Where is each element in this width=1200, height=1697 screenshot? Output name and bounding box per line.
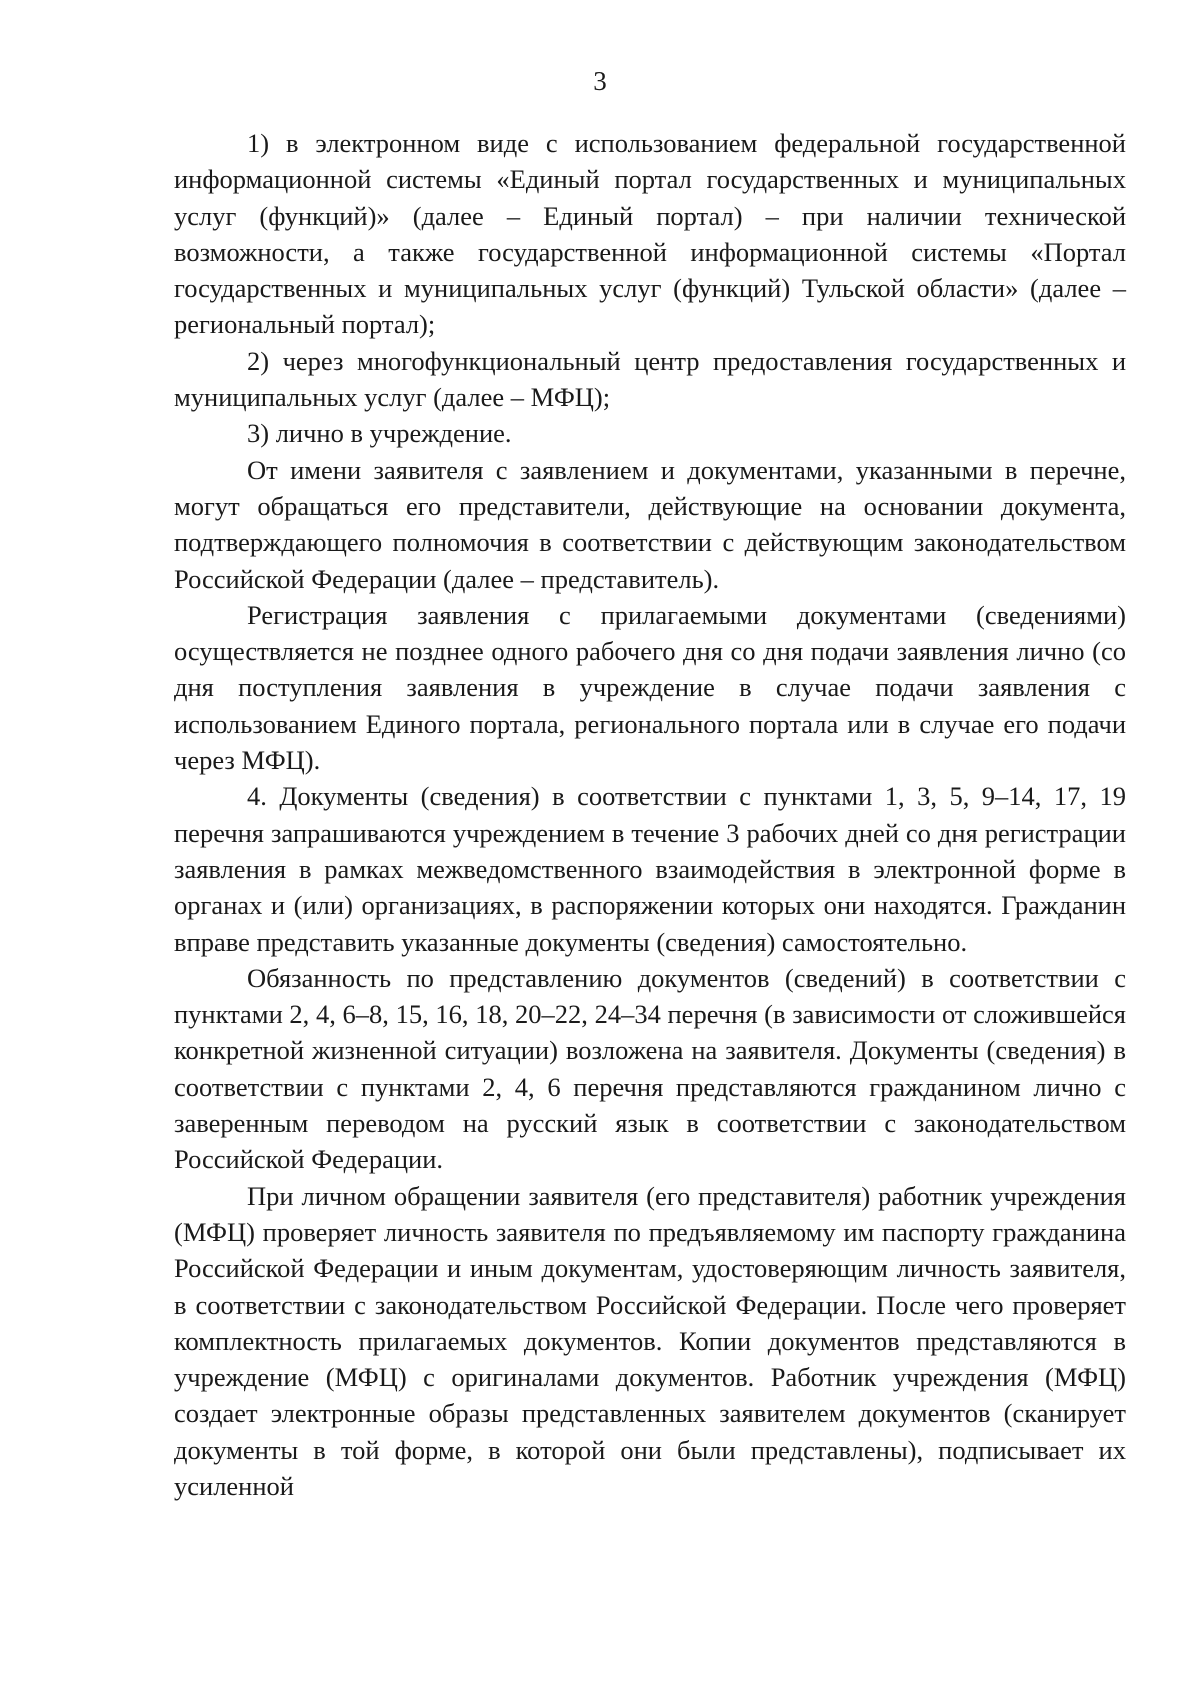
paragraph-personal-visit: При личном обращении заявителя (его представителя) работник учреждения (МФЦ) проверяет личность заявителя по предъявляемому им паспорту гражданина Российской Федерации и иным документам, удостоверяющим личность заявителя, в соответствии с законодательством Российской Федерации. После чего проверяет комплектность прилагаемых документов. Копии документов представляются в учреждение (МФЦ) с оригиналами документов. Работник учреждения (МФЦ) создает электронные образы представленных заявителем документов (сканирует документы в той форме, в которой они были представлены), подписывает их усиленной	[174, 1180, 1126, 1501]
paragraph-item-2: 2) через многофункциональный центр предоставления государственных и муниципальных услуг (далее – МФЦ);	[174, 345, 1126, 413]
paragraph-section-4: 4. Документы (сведения) в соответствии с пунктами 1, 3, 5, 9–14, 17, 19 перечня запрашиваются учреждением в течение 3 рабочих дней со дня регистрации заявления в рамках межведомственного взаимодействия в электронной форме в органах и (или) организациях, в распоряжении которых они находятся. Гражданин вправе представить указанные документы (сведения) самостоятельно.	[174, 781, 1126, 957]
page-number: 3	[593, 66, 607, 96]
paragraph-obligation: Обязанность по представлению документов (сведений) в соответствии с пунктами 2, 4, 6–8, 15, 16, 18, 20–22, 24–34 перечня (в зависимости от сложившейся конкретной жизненной ситуации) возложена на заявителя. Документы (сведения) в соответствии с пунктами 2, 4, 6 перечня представляются гражданином лично с заверенным переводом на русский язык в соответствии с законодательством Российской Федерации.	[174, 962, 1126, 1175]
paragraph-registration: Регистрация заявления с прилагаемыми документами (сведениями) осуществляется не позднее одного рабочего дня со дня подачи заявления лично (со дня поступления заявления в учреждение в случае подачи заявления с использованием Единого портала, регионального портала или в случае его подачи через МФЦ).	[174, 599, 1126, 776]
paragraph-representatives: От имени заявителя с заявлением и документами, указанными в перечне, могут обращаться его представители, действующие на основании документа, подтверждающего полномочия в соответствии с действующим законодательством Российской Федерации (далее – представитель).	[174, 454, 1126, 594]
document-body	[174, 125, 1126, 1504]
paragraph-item-1: 1) в электронном виде с использованием федеральной государственной информационной системы «Единый портал государственных и муниципальных услуг (функций)» (далее – Единый портал) – при наличии технической возможности, а также государственной информационной системы «Портал государственных и муниципальных услуг (функций) Тульской области» (далее – региональный портал);	[174, 128, 1126, 340]
paragraph-item-3: 3) лично в учреждение.	[247, 418, 512, 449]
